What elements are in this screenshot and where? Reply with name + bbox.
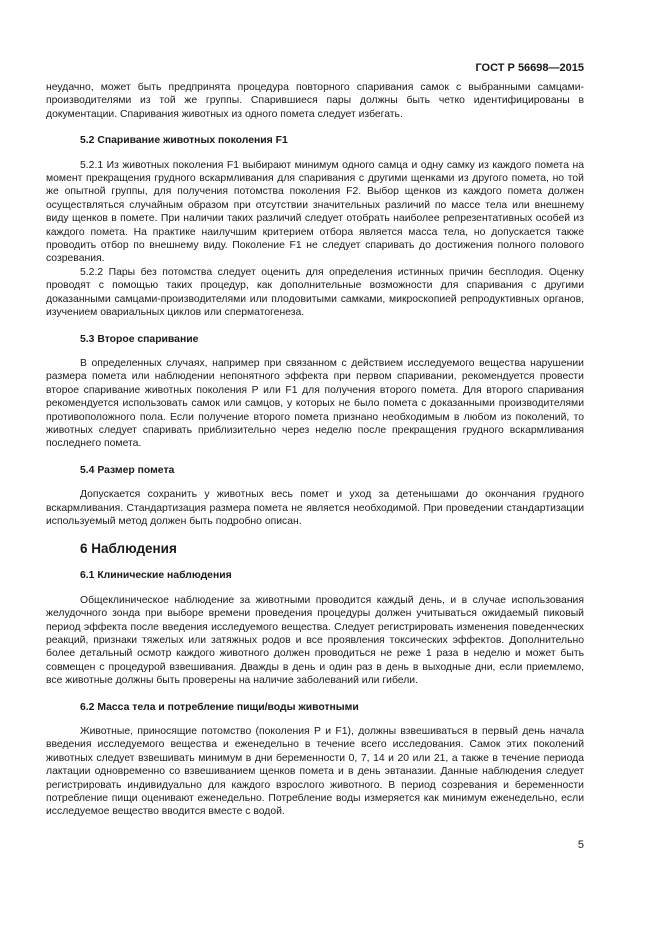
document-header: ГОСТ Р 56698—2015 xyxy=(475,62,584,74)
section-5-2-heading: 5.2 Спаривание животных поколения F1 xyxy=(80,135,288,147)
paragraph-intro: неудачно, может быть предпринята процедура повторного спаривания самок с выбранными самцами-производителями из той же группы. Спарившиеся пары должны быть четко идентифицированы в документации. Спаривания животных из одного помета следует избегать. xyxy=(46,82,584,120)
paragraph-5-4: Допускается сохранить у животных весь помет и уход за детенышами до окончания грудного вскармливания. Стандартизация размера помета не является необходимой. При проведении стандартизации используемый метод должен быть подробно описан. xyxy=(46,489,584,527)
section-6-1-heading: 6.1 Клинические наблюдения xyxy=(80,570,232,582)
document-page xyxy=(46,0,584,902)
section-5-4-heading: 5.4 Размер помета xyxy=(80,464,175,476)
section-6-heading: 6 Наблюдения xyxy=(80,541,177,557)
paragraph-5-2-2: 5.2.2 Пары без потомства следует оценить для определения истинных причин бесплодия. Оценку проводят с помощью таких процедур, как дополнительные возможности для спаривания с другими доказанными самцами-производителями или плодовитыми самками, микроскопией репродуктивных органов, изучением овариальных циклов или сперматогенеза. xyxy=(46,266,584,319)
paragraph-6-2: Животные, приносящие потомство (поколения Р и F1), должны взвешиваться в первый день начала введения исследуемого вещества и еженедельно в течение всего исследования. Самок этих поколений животных следует взвешивать минимум в дни беременности 0, 7, 14 и 20 или 21, а также в течение периода лактации одновременно со взвешиванием щенков помета и в день эвтаназии. Данные наблюдения следует регистрировать индивидуально для каждого взрослого животного. В период созревания и беременности потребление пищи оценивают еженедельно. Потребление воды измеряется как минимум еженедельно, если исследуемое вещество вводится вместе с водой. xyxy=(46,726,584,818)
paragraph-6-1: Общеклиническое наблюдение за животными проводится каждый день, и в случае использования желудочного зонда при выборе времени проведения процедуры должен учитываться ожидаемый пиковый период эффекта после введения исследуемого вещества. Следует регистрировать изменения поведенческих реакций, признаки тяжелых или затяжных родов и все проявления токсических эффектов. Дополнительно более детальный осмотр каждого животного должен проводиться не реже 1 раза в неделю и может быть совмещен с процедурой взвешивания. Дважды в день и один раз в день в выходные дни, если приемлемо, все животные должны быть проверены на наличие заболеваний или гибели. xyxy=(46,594,584,687)
section-6-2-heading: 6.2 Масса тела и потребление пищи/воды животными xyxy=(80,701,359,713)
paragraph-5-3: В определенных случаях, например при связанном с действием исследуемого вещества нарушении размера помета или наблюдении непонятного эффекта при первом спаривании, рекомендуется провести второе спаривание животных поколения Р или F1 для получения второго помета. Для второго спаривания рекомендуется использовать самок или самцов, у которых не было помета с доказанными производителями противоположного пола. Если получение второго помета признано необходимым в любом из поколений, то животных следует спаривать приблизительно через неделю после прекращения грудного вскармливания последнего помета. xyxy=(46,357,584,450)
paragraph-5-2-1: 5.2.1 Из животных поколения F1 выбирают минимум одного самца и одну самку из каждого помета на момент прекращения грудного вскармливания для спаривания с другими щенками из другого помета, но той же опытной группы, для получения потомства поколения F2. Выбор щенков из каждого помета должен осуществляться случайным образом при отсутствии значительных различий по массе тела или внешнему виду щенков в помете. При наличии таких различий следует отобрать наиболее репрезентативных особей из каждого помета. На практике наилучшим критерием отбора является масса тела, но допускается также проводить отбор по внешнему виду. Поколение F1 не следует спаривать до достижения полного полового созревания. xyxy=(46,159,584,265)
page-number: 5 xyxy=(577,838,584,851)
section-5-3-heading: 5.3 Второе спаривание xyxy=(80,333,199,345)
